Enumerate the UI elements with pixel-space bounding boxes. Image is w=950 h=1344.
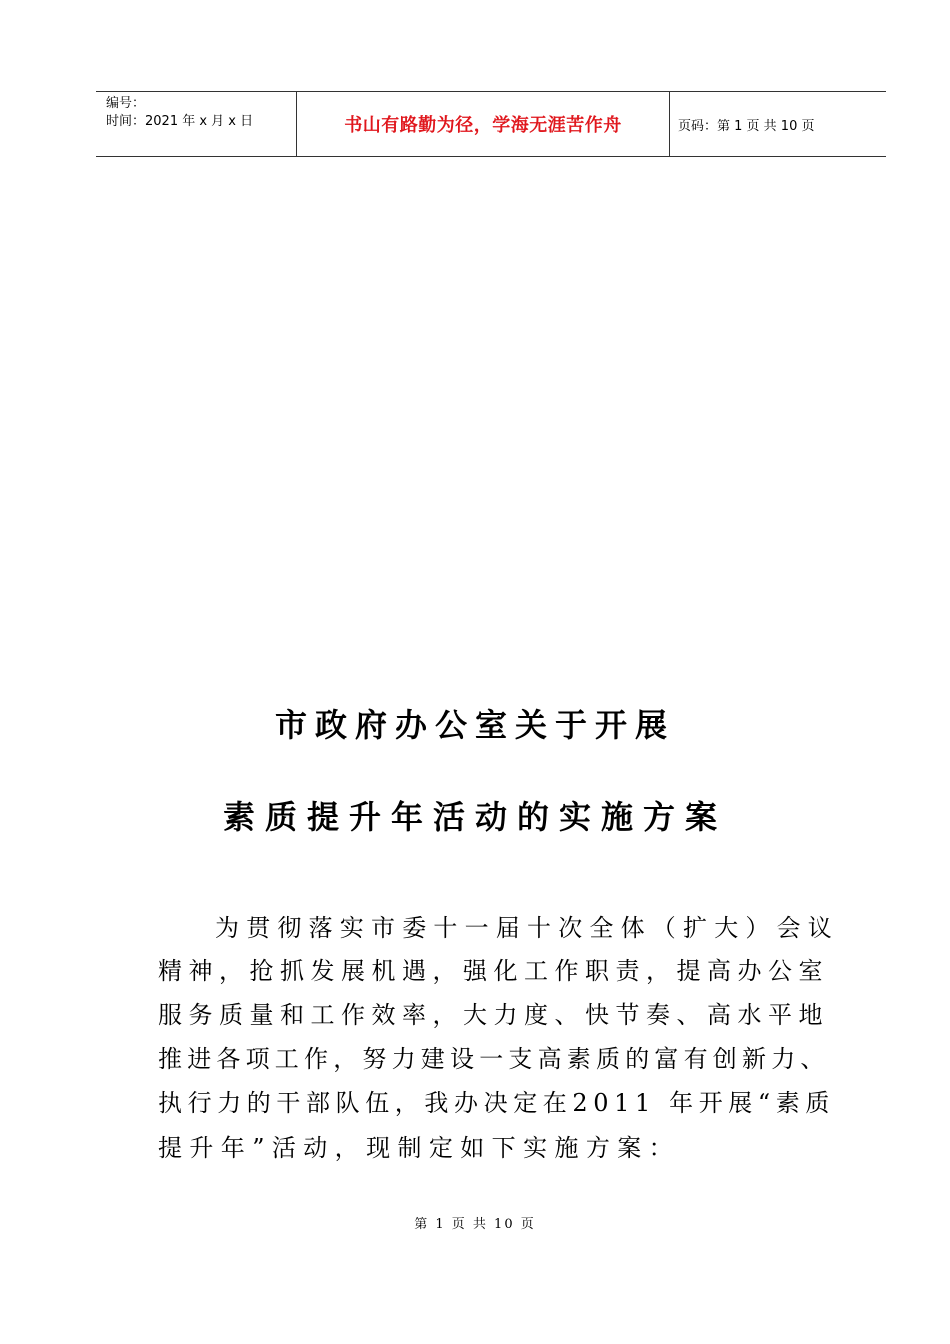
paragraph-line: 精神，抢抓发展机遇，强化工作职责，提高办公室 [158,957,829,985]
header-motto: 书山有路勤为径，学海无涯苦作舟 [344,115,622,136]
paragraph-line: 推进各项工作，努力建设一支高素质的富有创新力、 [158,1045,830,1073]
page-footer: 第 1 页 共 10 页 [414,1217,536,1232]
document-number-label: 编号： [106,96,146,111]
document-header [96,91,886,157]
document-title-line-2: 素质提升年活动的实施方案 [222,798,727,836]
header-meta-cell [96,92,297,156]
header-page-info: 页码：第 1 页 共 10 页 [678,118,815,134]
paragraph-line: 服务质量和工作效率，大力度、快节奏、高水平地 [158,1001,829,1029]
document-title-line-1: 市政府办公室关于开展 [274,706,675,744]
header-motto-cell [297,92,670,156]
paragraph-line: 为贯彻落实市委十一届十次全体（扩大）会议 [215,914,839,942]
paragraph-line: 执行力的干部队伍，我办决定在2011 年开展“素质 [158,1089,835,1117]
document-date-label: 时间：2021 年 x 月 x 日 [106,114,254,129]
header-page-cell [670,92,886,156]
paragraph-line: 提升年”活动，现制定如下实施方案： [158,1134,681,1162]
